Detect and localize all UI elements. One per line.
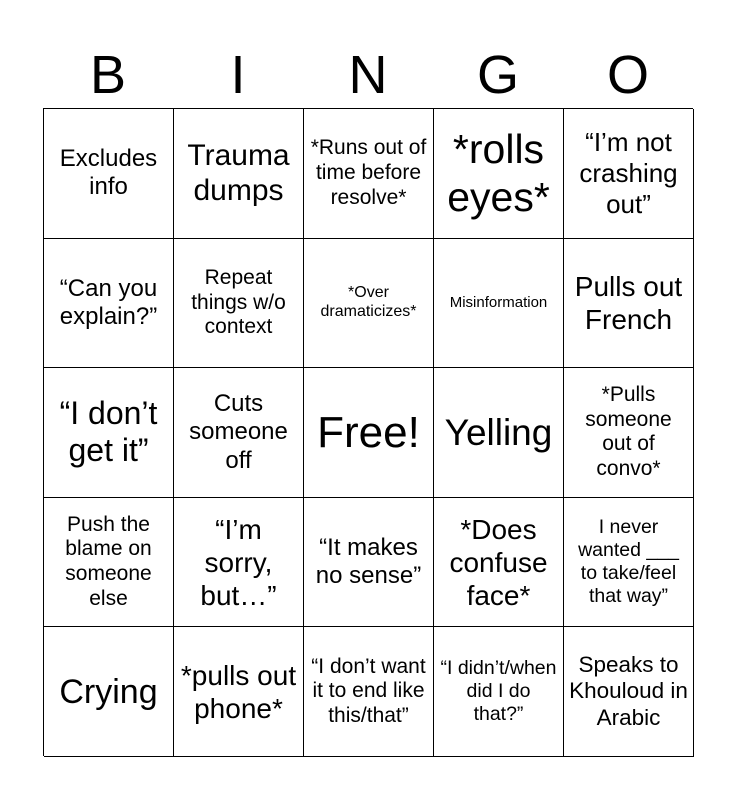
bingo-cell[interactable] [44, 239, 174, 369]
bingo-cell[interactable] [44, 109, 174, 239]
bingo-cell[interactable] [434, 239, 564, 369]
bingo-cell[interactable] [304, 627, 434, 757]
cell-text: “Can you explain?” [59, 274, 158, 330]
bingo-cell[interactable] [434, 627, 564, 757]
bingo-cell[interactable] [434, 368, 564, 498]
bingo-cell[interactable] [304, 109, 434, 239]
header-letter-o: O [606, 45, 649, 105]
cell-text: Speaks to Khouloud in Arabic [569, 651, 688, 730]
bingo-cell[interactable] [564, 368, 694, 498]
cell-text: Pulls out French [574, 270, 683, 335]
cell-text: “I’m sorry, but…” [200, 513, 277, 611]
cell-text: *Does confuse face* [449, 513, 548, 611]
bingo-board [43, 108, 693, 756]
cell-text: “I’m not crashing out” [579, 127, 678, 219]
cell-text: “I don’t get it” [59, 394, 158, 469]
cell-text: Repeat things w/o context [191, 265, 286, 339]
bingo-cell[interactable] [44, 627, 174, 757]
header-letter-g: G [476, 45, 519, 105]
bingo-cell[interactable] [564, 109, 694, 239]
bingo-cell[interactable] [304, 239, 434, 369]
cell-text: *Over dramaticizes* [320, 284, 417, 320]
cell-text: Trauma dumps [187, 138, 290, 208]
free-space[interactable] [304, 368, 434, 498]
cell-text: *pulls out phone* [180, 659, 297, 724]
cell-text: Push the blame on someone else [65, 512, 152, 610]
bingo-cell[interactable] [564, 239, 694, 369]
bingo-cell[interactable] [44, 368, 174, 498]
bingo-cell[interactable] [174, 498, 304, 628]
cell-text: Yelling [444, 411, 553, 453]
bingo-cell[interactable] [304, 498, 434, 628]
bingo-cell[interactable] [434, 498, 564, 628]
header-letter-b: B [89, 45, 127, 105]
cell-text: Free! [317, 407, 420, 457]
cell-text: *rolls eyes* [447, 125, 550, 221]
header-letter-i: I [230, 45, 246, 105]
cell-text: “I don’t want it to end like this/that” [311, 654, 426, 728]
bingo-cell[interactable] [44, 498, 174, 628]
cell-text: *Pulls someone out of convo* [585, 382, 672, 481]
cell-text: Crying [59, 672, 158, 711]
cell-text: Misinformation [449, 294, 548, 312]
bingo-cell[interactable] [174, 239, 304, 369]
bingo-cell[interactable] [174, 109, 304, 239]
header-letter-n: N [348, 45, 388, 105]
bingo-cell[interactable] [174, 627, 304, 757]
cell-text: Cuts someone off [189, 390, 288, 474]
bingo-cell[interactable] [564, 498, 694, 628]
bingo-header [43, 44, 693, 106]
bingo-cell[interactable] [174, 368, 304, 498]
cell-text: Excludes info [59, 144, 158, 201]
cell-text: *Runs out of time before resolve* [310, 136, 427, 209]
cell-text: “It makes no sense” [315, 533, 422, 590]
bingo-cell[interactable] [564, 627, 694, 757]
cell-text: “I didn’t/when did I do that?” [440, 657, 557, 726]
cell-text: I never wanted ___ to take/feel that way” [578, 516, 679, 608]
bingo-cell[interactable] [434, 109, 564, 239]
